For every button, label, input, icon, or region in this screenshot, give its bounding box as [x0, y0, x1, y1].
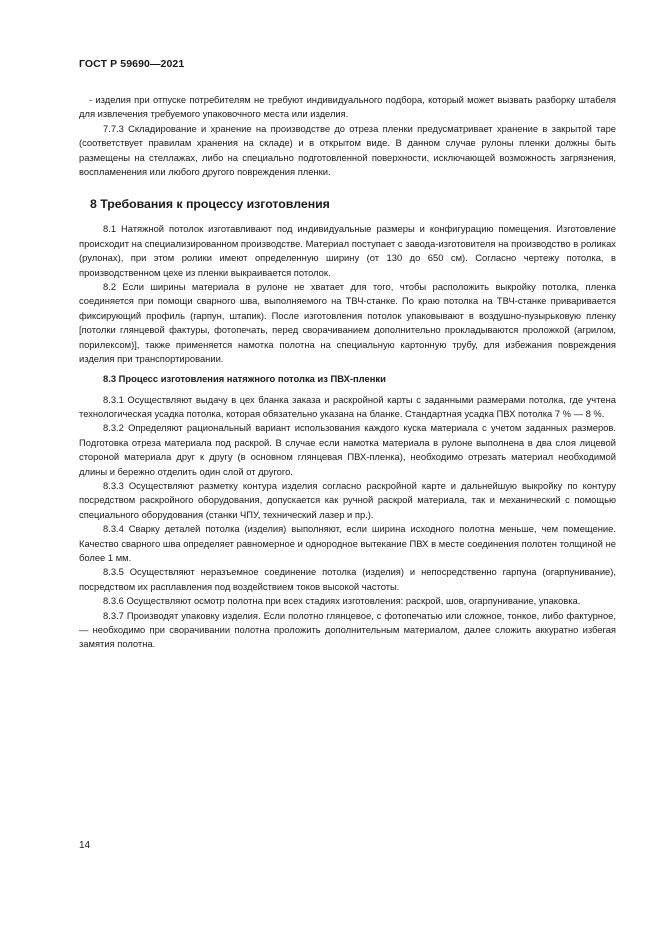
paragraph-7-7-2-tail: - изделия при отпуске потребителям не требуют индивидуального подбора, который может вызвать разборку штабеля для извлечения требуемого упаковочного места или изделия.	[79, 94, 616, 120]
paragraph-8-3-5: 8.3.5 Осуществляют неразъемное соединение потолка (изделия) и непосредственно гарпуна (огарпунивание), посредством их расплавления под воздействием токов высокой частоты.	[79, 566, 616, 592]
paragraph-8-3-1: 8.3.1 Осуществляют выдачу в цех бланка заказа и раскройной карты с заданными размерами потолка, где учтена технологическая усадка потолка, которая обязательно указана на бланке. Стандартная усадка ПВХ потолка 7 % — 8 %.	[79, 393, 616, 419]
paragraph-8-3-4: 8.3.4 Сварку деталей потолка (изделия) выполняют, если ширина исходного полотна меньше, чем помещение. Качество сварного шва определяет равномерное и однородное вытекание ПВХ в месте соединения полотен толщиной не более 1 мм.	[79, 523, 616, 563]
paragraph-8-1: 8.1 Натяжной потолок изготавливают под индивидуальные размеры и конфигурацию помещения. Изготовление происходит на специализированном производстве. Материал поступает с завода-изготовителя на производство в роликах (рулонах), при этом ролики имеют определенную ширину (от 130 до 650 см). Согласно чертежу потолка, в производственном цехе из пленки выкраивается потолок.	[79, 223, 616, 278]
page-content	[79, 93, 616, 652]
section-8-3-heading: 8.3 Процесс изготовления натяжного потолка из ПВХ-пленки	[103, 372, 386, 384]
paragraph-7-7-3: 7.7.3 Складирование и хранение на производстве до отреза пленки предусматривает хранение в закрытой таре (соответствует правилам хранения на складе) и в открытом виде. В данном случае рулоны пленки должны быть размещены на стеллажах, либо на специально подготовленной поверхности, исключающей возможность загрязнения, воспламенения или любого другого повреждения пленки.	[79, 122, 616, 178]
paragraph-8-3-7: 8.3.7 Производят упаковку изделия. Если полотно глянцевое, с фотопечатью или сложное, тонкое, либо фактурное, — необходимо при сворачивании полотна проложить дополнительным материалом, далее сложить аккуратно избегая замятия полотна.	[79, 609, 616, 650]
section-8-heading: 8 Требования к процессу изготовления	[90, 197, 330, 212]
document-header: ГОСТ Р 59690—2021	[79, 58, 185, 70]
paragraph-8-3-6: 8.3.6 Осуществляют осмотр полотна при всех стадиях изготовления: раскрой, шов, огарпунивание, упаковка.	[103, 595, 581, 607]
paragraph-8-3-3: 8.3.3 Осуществляют разметку контура изделия согласно раскройной карте и дальнейшую выкройку по контуру посредством раскройного оборудования, допускается как ручной раскрой материала, так и механический с помощью специального оборудования (станки ЧПУ, технический лазер и пр.).	[79, 479, 616, 520]
paragraph-8-2: 8.2 Если ширины материала в рулоне не хватает для того, чтобы расположить выкройку потолка, пленка соединяется при помощи сварного шва, выполняемого на ТВЧ-станке. По краю потолка на ТВЧ-станке привариваeтся фиксирующий профиль (гарпун, штапик). После изготовления потолок упаковывают в воздушно-пузырьковую пленку [потолки глянцевой фактуры, фотопечать, перед сворачиванием дополнительно прокладываются проложкой (агрилом, порилексом)], также применяется намотка полотна на специальную картонную трубу, для избежания повреждения изделия при транспортировании.	[79, 281, 616, 365]
paragraph-8-3-2: 8.3.2 Определяют рациональный вариант использования каждого куска материала с учетом заданных размеров. Подготовка отреза материала под раскрой. В случае если намотка материала в рулоне выполнена в два слоя лицевой стороной материала друг к другу (в основном глянцевая ПВХ-пленка), необходимо отрезать материал необходимой длины и бережно отделить один слой от другого.	[79, 422, 616, 477]
page-number: 14	[79, 840, 91, 851]
